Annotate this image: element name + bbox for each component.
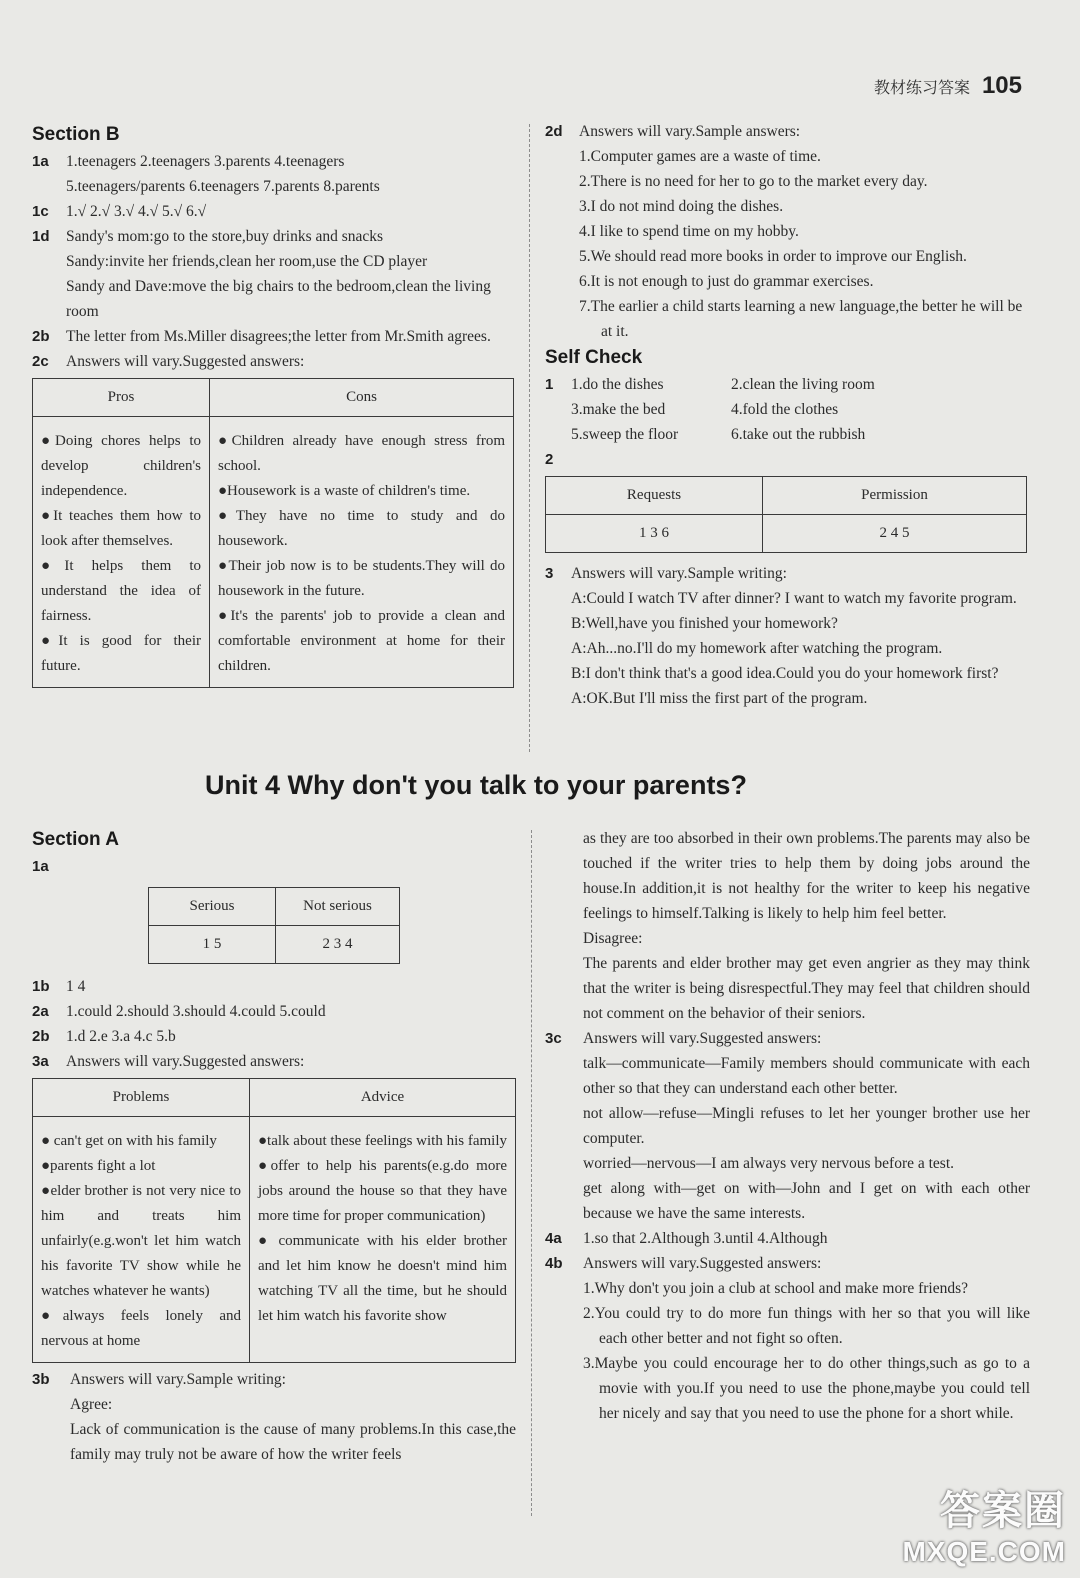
advice-cell [250,1117,516,1363]
dialogue-line: B:I don't think that's a good idea.Could you do your homework first? [571,665,999,682]
q-label: 1b [32,978,50,995]
sc-q3-intro: Answers will vary.Sample writing: [571,565,787,582]
q4a-answer [545,1226,1030,1251]
serious-cell: 1 5 [149,926,276,964]
pros-item: ●It helps them to understand the idea of fairness. [41,558,201,624]
q3b-intro: Answers will vary.Sample writing: [70,1371,286,1388]
q2d-item: 2.There is no need for her to go to the market every day. [579,173,928,190]
q1d-line: Sandy's mom:go to the store,buy drinks and snacks [66,228,384,245]
q2b-text: The letter from Ms.Miller disagrees;the letter from Mr.Smith agrees. [66,328,491,345]
requests-cell: 1 3 6 [546,515,763,553]
q-label: 3b [32,1371,50,1388]
cons-cell [210,417,514,688]
disagree-label: Disagree: [583,930,643,947]
q4b-item: 3.Maybe you could encourage her to do other things,such as go to a movie with you.If you need to use the phone,maybe you could tell her nicely and say that you need to use the phone for a short while. [583,1355,1030,1422]
q-label: 3a [32,1053,49,1070]
q3c-intro: Answers will vary.Suggested answers: [583,1030,822,1047]
header-label: 教材练习答案 [873,78,970,97]
requests-permission-table [545,476,1027,553]
q3c-item: not allow—refuse—Mingli refuses to let her younger brother use her computer. [583,1105,1030,1147]
q1c-answer [32,199,514,224]
pros-item: ●It teaches them how to look after themselves. [41,508,201,549]
q-label: 4b [545,1255,563,1272]
disagree-text: The parents and elder brother may get even angrier as they may think that the writer is being disrespectful.They may feel that children should not comment on the behavior of their seniors. [583,955,1030,1022]
q4b-answer [545,1251,1030,1426]
page-header [874,72,1022,100]
section-b-column [32,121,514,688]
pros-cons-table [32,378,514,688]
q2d-item: 6.It is not enough to just do grammar exercises. [579,273,874,290]
right-bottom-column [545,826,1030,1426]
self-check-title: Self Check [545,347,643,368]
q-label: 1a [32,858,49,875]
problems-cell [33,1117,250,1363]
unit-title: Unit 4 Why don't you talk to your parents? [205,770,747,800]
q2d-item: 7.The earlier a child starts learning a new language,the better he will be at it. [579,298,1023,340]
q2d-item: 5.We should read more books in order to improve our English. [579,248,967,265]
q-label: 3 [545,565,554,582]
q4b-intro: Answers will vary.Suggested answers: [583,1255,822,1272]
not-serious-header: Not serious [276,888,400,926]
dialogue-line: A:OK.But I'll miss the first part of the program. [571,690,868,707]
advice-item: ●talk about these feelings with his family [258,1133,508,1149]
dialogue-line: B:Well,have you finished your homework? [571,615,838,632]
agree-label: Agree: [70,1396,113,1413]
q-label: 1c [32,203,49,220]
advice-item: ●offer to help his parents(e.g.do more jobs around the house so that they have more time for proper communication) [258,1158,507,1224]
q3c-item: talk—communicate—Family members should communicate with each other so that they can understand each other better. [583,1055,1030,1097]
q2d-item: 4.I like to spend time on my hobby. [579,223,799,240]
q3c-item: get along with—get on with—John and I get on with each other because we have the same interests. [583,1180,1030,1222]
sc-q3-answer [545,561,1030,711]
q2c-answer [32,349,514,374]
q4b-item: 2.You could try to do more fun things with her so that you will like each other better and not fight so often. [583,1305,1030,1347]
pros-item: ●Doing chores helps to develop children's independence. [41,433,201,499]
q2b-text: 1.d 2.e 3.a 4.c 5.b [66,1028,176,1045]
cons-header: Cons [210,379,514,417]
q-label: 1 [545,376,554,393]
serious-table [148,887,400,964]
permission-cell: 2 4 5 [763,515,1027,553]
problems-advice-table [32,1078,516,1363]
q1b-text: 1 4 [66,978,86,995]
section-b-title: Section B [32,124,120,145]
cons-item: ●Their job now is to be students.They will do housework in the future. [218,558,505,599]
column-divider-bottom [531,830,532,1516]
sc-q1-item: 5.sweep the floor [571,426,679,443]
q3a-intro: Answers will vary.Suggested answers: [66,1053,305,1070]
sc-q2-answer [545,447,1030,472]
q4a-text: 1.so that 2.Although 3.until 4.Although [583,1230,828,1247]
cons-item: ●It's the parents' job to provide a clean and comfortable environment at home for their children. [218,608,505,674]
q1a-line1: 1.teenagers 2.teenagers 3.parents 4.teenagers [66,153,345,170]
agree-text-continued: as they are too absorbed in their own problems.The parents may also be touched if the writer tries to help them by doing jobs around the house.In addition,it is not healthy for the writer to keep his negative feelings to himself.Talking is likely to help him feel better. [583,830,1030,922]
pros-cell [33,417,210,688]
sc-q1-item: 1.do the dishes [571,376,664,393]
q1c-text: 1.√ 2.√ 3.√ 4.√ 5.√ 6.√ [66,203,207,220]
cons-item: ●Children already have enough stress from school. [218,433,505,474]
q-label: 4a [545,1230,562,1247]
problem-item: ●parents fight a lot [41,1158,156,1174]
problem-item: ●elder brother is not very nice to him and treats him unfairly(e.g.won't let him watch his favorite TV show while he watches whatever he wants) [41,1183,241,1299]
watermark-site: MXQE.COM [902,1536,1066,1567]
permission-header: Permission [763,477,1027,515]
site-watermark [902,1479,1066,1568]
advice-item: ● communicate with his elder brother and let him know he doesn't mind him watching TV all the time, but he should let him watch his favorite show [258,1233,507,1324]
q-label: 2a [32,1003,49,1020]
q2a-text: 1.could 2.should 3.should 4.could 5.could [66,1003,326,1020]
dialogue-line: A:Could I watch TV after dinner? I want to watch my favorite program. [571,590,1017,607]
agree-text: Lack of communication is the cause of many problems.In this case,the family may truly not be aware of how the writer feels [70,1421,516,1463]
q1b-answer [32,974,516,999]
q2b-answer [32,324,514,349]
q3b-answer [32,1367,516,1467]
advice-header: Advice [250,1079,516,1117]
q4b-item: 1.Why don't you join a club at school and make more friends? [583,1280,969,1297]
q3c-answer [545,1026,1030,1226]
cons-item: ●They have no time to study and do housework. [218,508,505,549]
problem-item: ●always feels lonely and nervous at home [41,1308,241,1349]
q3c-item: worried—nervous—I am always very nervous before a test. [583,1155,955,1172]
q2a-answer [32,999,516,1024]
q1d-line: Sandy:invite her friends,clean her room,use the CD player [66,253,428,270]
cons-item: ●Housework is a waste of children's time. [218,483,471,499]
q-label: 2c [32,353,49,370]
right-top-column [545,119,1030,711]
requests-header: Requests [546,477,763,515]
q1a-line2: 5.teenagers/parents 6.teenagers 7.parents 8.parents [66,178,380,195]
q1d-line: Sandy and Dave:move the big chairs to the bedroom,clean the living room [66,278,491,320]
dialogue-line: A:Ah...no.I'll do my homework after watching the program. [571,640,943,657]
q-label: 2b [32,1028,50,1045]
sc-q1-item: 4.fold the clothes [731,401,839,418]
pros-header: Pros [33,379,210,417]
q-label: 1d [32,228,50,245]
q2d-item: 1.Computer games are a waste of time. [579,148,821,165]
sc-q1-item: 2.clean the living room [731,376,875,393]
q-label: 1a [32,153,49,170]
q1a-answer [32,149,514,199]
q-label: 2 [545,451,554,468]
q3a-answer [32,1049,516,1074]
sc-q1-answer [545,372,1030,447]
column-divider-top [529,124,530,752]
q1d-answer [32,224,514,324]
q-label: 2d [545,123,563,140]
section-a-title: Section A [32,829,119,850]
not-serious-cell: 2 3 4 [276,926,400,964]
serious-header: Serious [149,888,276,926]
problem-item: ● can't get on with his family [41,1133,217,1149]
q1a-answer [32,854,516,879]
q2b-answer [32,1024,516,1049]
problems-header: Problems [33,1079,250,1117]
q2c-intro: Answers will vary.Suggested answers: [66,353,305,370]
sc-q1-item: 6.take out the rubbish [731,426,866,443]
sc-q1-item: 3.make the bed [571,401,666,418]
q-label: 3c [545,1030,562,1047]
q-label: 2b [32,328,50,345]
watermark-logo: 答案圈 [940,1489,1066,1533]
section-a-column [32,826,516,1467]
q2d-item: 3.I do not mind doing the dishes. [579,198,784,215]
q2d-intro: Answers will vary.Sample answers: [579,123,801,140]
pros-item: ●It is good for their future. [41,633,201,674]
q2d-answer [545,119,1030,344]
page-number: 105 [981,72,1022,99]
